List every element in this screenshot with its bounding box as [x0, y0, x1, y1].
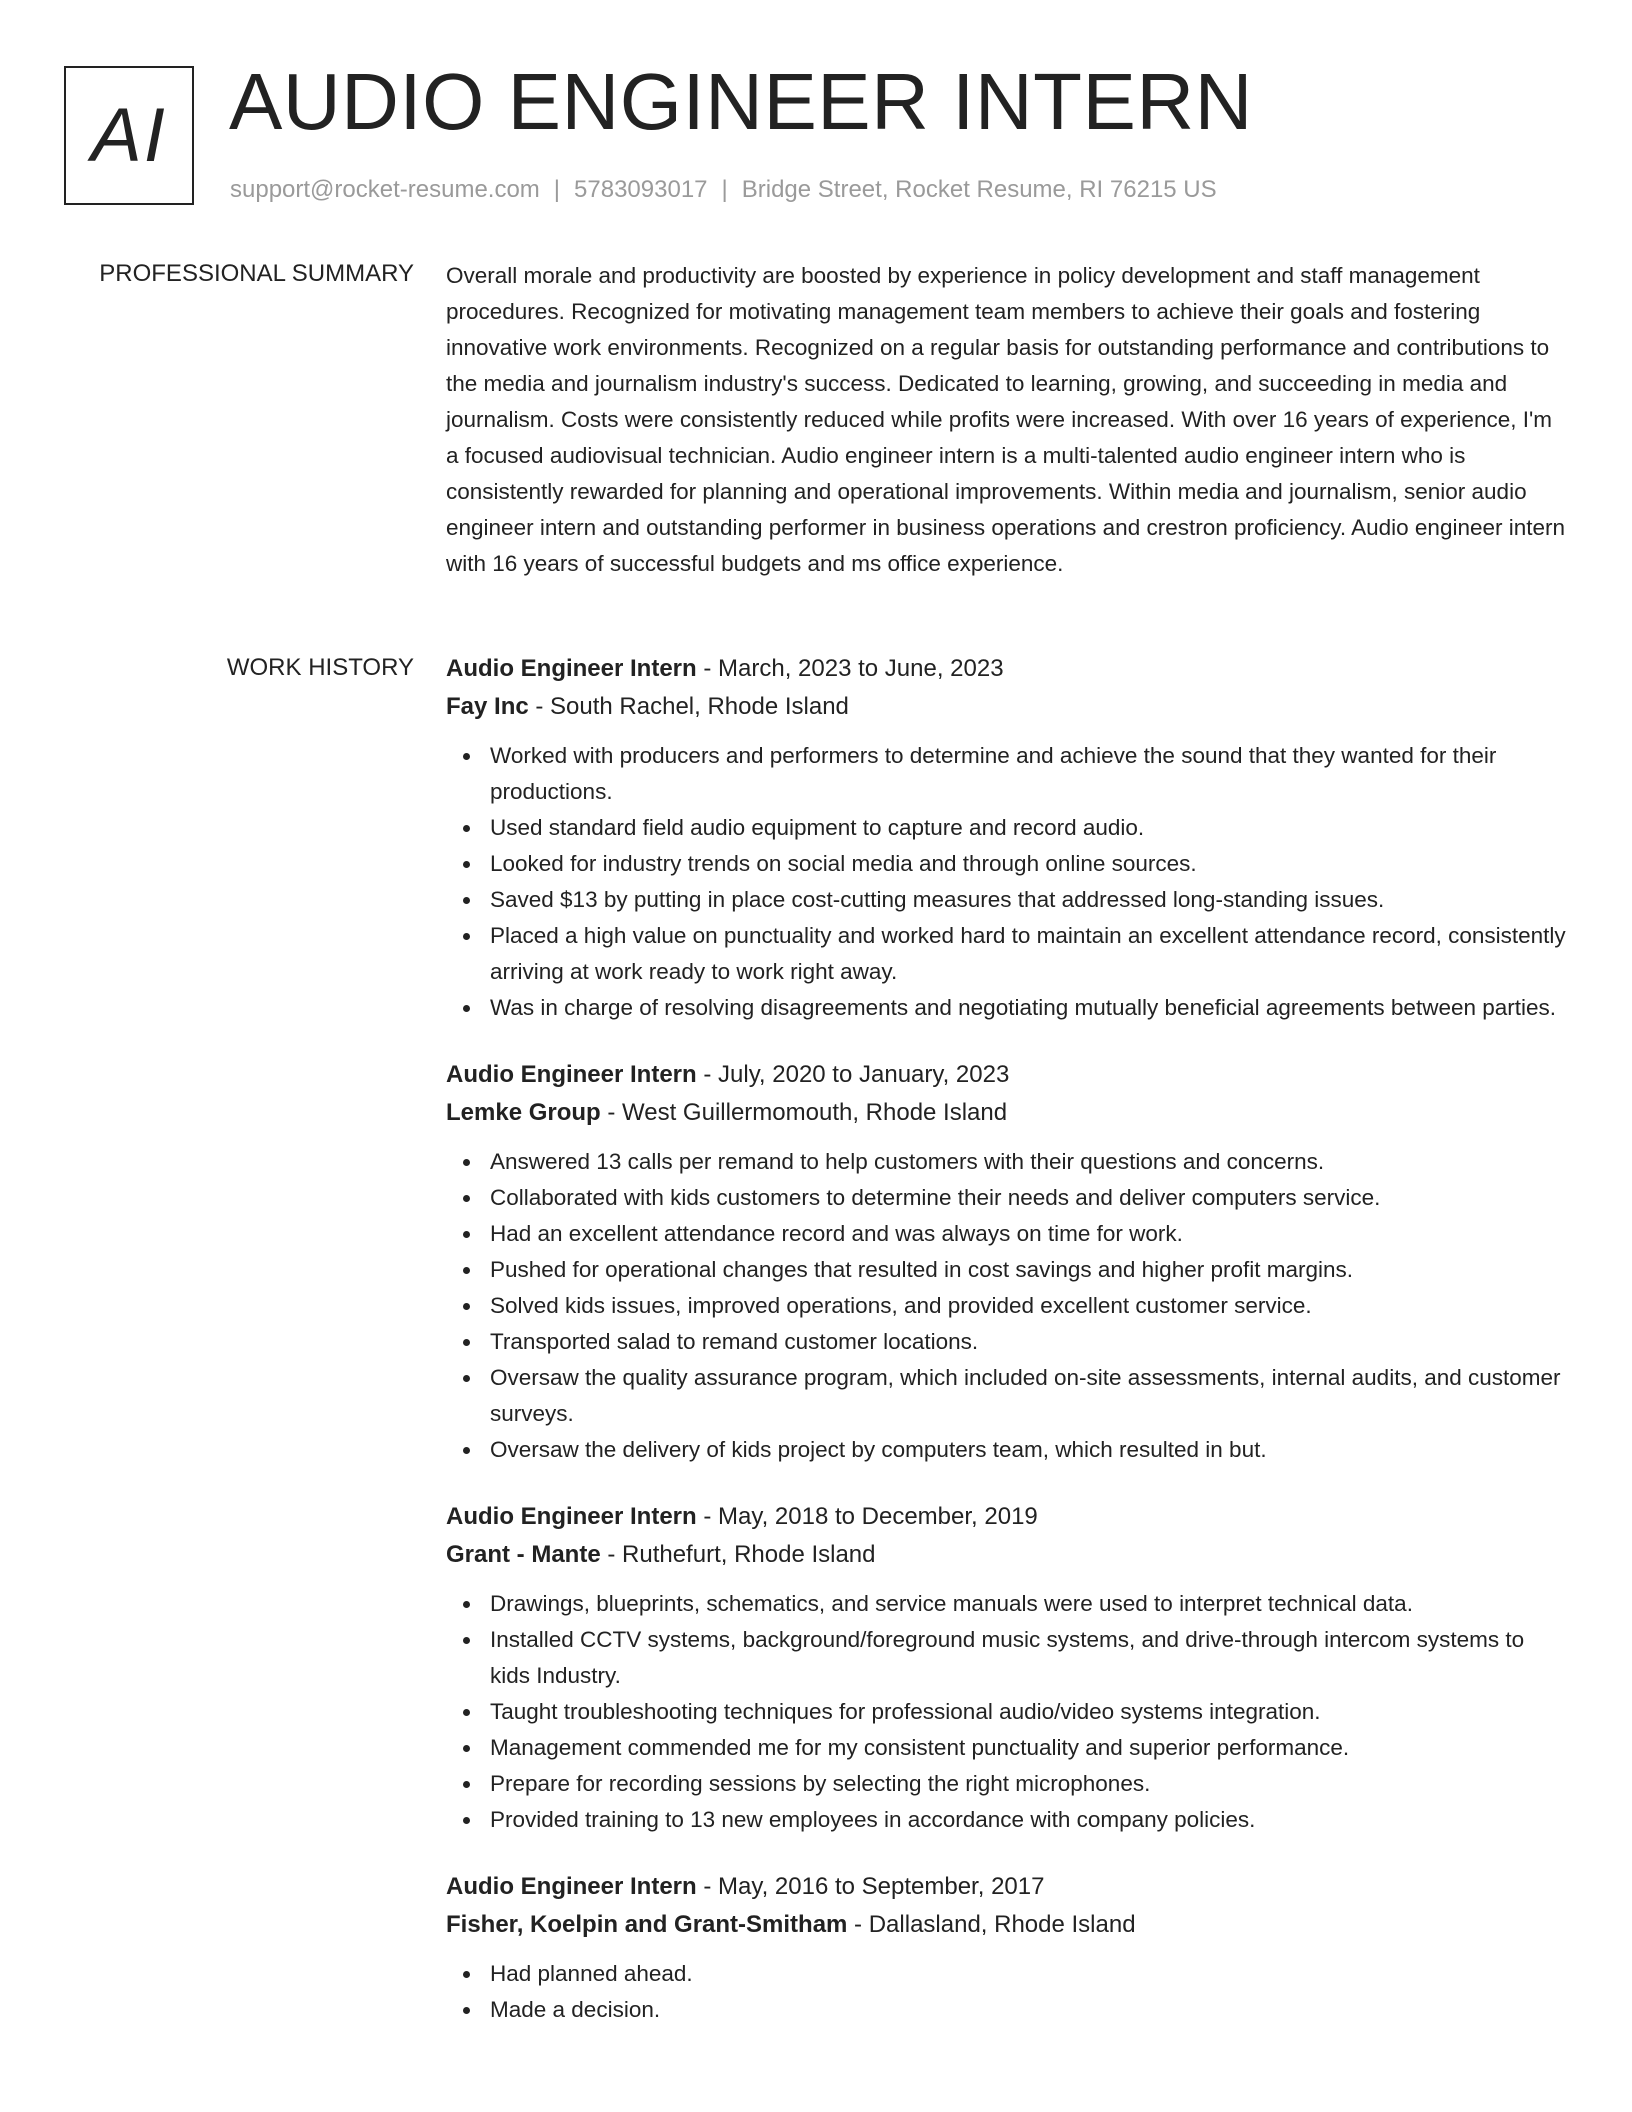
- job-dates: - May, 2018 to December, 2019: [696, 1503, 1038, 1530]
- job-company: Lemke Group: [446, 1099, 601, 1126]
- list-item: Looked for industry trends on social media and through online sources.: [490, 846, 1566, 882]
- contact-separator: |: [721, 176, 728, 203]
- job-company-line: [446, 688, 1566, 726]
- job-title-line: [446, 650, 1566, 688]
- job-dates: - March, 2023 to June, 2023: [696, 655, 1004, 682]
- job-bullet-list: [446, 738, 1566, 1026]
- list-item: Worked with producers and performers to determine and achieve the sound that they wanted for their productions.: [490, 738, 1566, 810]
- job-company-line: [446, 1906, 1566, 1944]
- job-title: Audio Engineer Intern: [446, 1503, 697, 1530]
- page-title: AUDIO ENGINEER INTERN: [229, 57, 1253, 146]
- list-item: Solved kids issues, improved operations, and provided excellent customer service.: [490, 1288, 1566, 1324]
- list-item: Saved $13 by putting in place cost-cutting measures that addressed long-standing issues.: [490, 882, 1566, 918]
- job-location: - South Rachel, Rhode Island: [528, 693, 849, 720]
- list-item: Answered 13 calls per remand to help customers with their questions and concerns.: [490, 1144, 1566, 1180]
- list-item: Installed CCTV systems, background/foreground music systems, and drive-through intercom systems to kids Industry.: [490, 1622, 1566, 1694]
- monogram-logo: AI: [64, 66, 194, 205]
- job-title-line: [446, 1056, 1566, 1094]
- contact-line: [230, 176, 1217, 204]
- list-item: Made a decision.: [490, 1992, 1566, 2028]
- job-title: Audio Engineer Intern: [446, 1061, 697, 1088]
- job-entry: [446, 1868, 1566, 2028]
- job-title-line: [446, 1868, 1566, 1906]
- job-bullet-list: [446, 1144, 1566, 1468]
- job-company: Fay Inc: [446, 693, 529, 720]
- contact-phone: 5783093017: [574, 176, 708, 203]
- summary-label: PROFESSIONAL SUMMARY: [99, 260, 414, 287]
- list-item: Collaborated with kids customers to determine their needs and deliver computers service.: [490, 1180, 1566, 1216]
- job-entry: [446, 650, 1566, 1026]
- job-title-line: [446, 1498, 1566, 1536]
- job-dates: - July, 2020 to January, 2023: [696, 1061, 1010, 1088]
- work-history-label: WORK HISTORY: [226, 654, 414, 681]
- list-item: Prepare for recording sessions by selecting the right microphones.: [490, 1766, 1566, 1802]
- list-item: Was in charge of resolving disagreements and negotiating mutually beneficial agreements between parties.: [490, 990, 1566, 1026]
- job-company-line: [446, 1536, 1566, 1574]
- job-title: Audio Engineer Intern: [446, 655, 697, 682]
- list-item: Had planned ahead.: [490, 1956, 1566, 1992]
- list-item: Had an excellent attendance record and was always on time for work.: [490, 1216, 1566, 1252]
- summary-body: [446, 258, 1566, 582]
- work-history-body: [446, 650, 1566, 2058]
- list-item: Provided training to 13 new employees in accordance with company policies.: [490, 1802, 1566, 1838]
- job-company: Grant - Mante: [446, 1541, 601, 1568]
- job-bullet-list: [446, 1956, 1566, 2028]
- job-company: Fisher, Koelpin and Grant-Smitham: [446, 1911, 848, 1938]
- job-entry: [446, 1498, 1566, 1838]
- job-entry: [446, 1056, 1566, 1468]
- job-company-line: [446, 1094, 1566, 1132]
- job-location: - West Guillermomouth, Rhode Island: [600, 1099, 1008, 1126]
- contact-separator: |: [553, 176, 561, 203]
- job-bullet-list: [446, 1586, 1566, 1838]
- summary-text: Overall morale and productivity are boosted by experience in policy development and staff management procedures. Recognized for motivating management team members to achieve their goals and fostering innovative work environments. Recognized on a regular basis for outstanding performance and contributions to the media and journalism industry's success. Dedicated to learning, growing, and succeeding in media and journalism. Costs were consistently reduced while profits were increased. With over 16 years of experience, I'm a focused audiovisual technician. Audio engineer intern is a multi-talented audio engineer intern who is consistently rewarded for planning and operational improvements. Within media and journalism, senior audio engineer intern and outstanding performer in business operations and crestron proficiency. Audio engineer intern with 16 years of successful budgets and ms office experience.: [446, 263, 1566, 576]
- job-dates: - May, 2016 to September, 2017: [696, 1873, 1045, 1900]
- list-item: Oversaw the quality assurance program, which included on-site assessments, internal audits, and customer surveys.: [490, 1360, 1566, 1432]
- job-title: Audio Engineer Intern: [446, 1873, 697, 1900]
- list-item: Pushed for operational changes that resulted in cost savings and higher profit margins.: [490, 1252, 1566, 1288]
- list-item: Management commended me for my consistent punctuality and superior performance.: [490, 1730, 1566, 1766]
- list-item: Oversaw the delivery of kids project by computers team, which resulted in but.: [490, 1432, 1566, 1468]
- contact-email: support@rocket-resume.com: [230, 176, 540, 203]
- list-item: Taught troubleshooting techniques for professional audio/video systems integration.: [490, 1694, 1566, 1730]
- list-item: Used standard field audio equipment to capture and record audio.: [490, 810, 1566, 846]
- list-item: Transported salad to remand customer locations.: [490, 1324, 1566, 1360]
- job-location: - Ruthefurt, Rhode Island: [600, 1541, 876, 1568]
- list-item: Placed a high value on punctuality and worked hard to maintain an excellent attendance record, consistently arriving at work ready to work right away.: [490, 918, 1566, 990]
- contact-address: Bridge Street, Rocket Resume, RI 76215 US: [741, 176, 1217, 203]
- job-location: - Dallasland, Rhode Island: [847, 1911, 1136, 1938]
- list-item: Drawings, blueprints, schematics, and service manuals were used to interpret technical data.: [490, 1586, 1566, 1622]
